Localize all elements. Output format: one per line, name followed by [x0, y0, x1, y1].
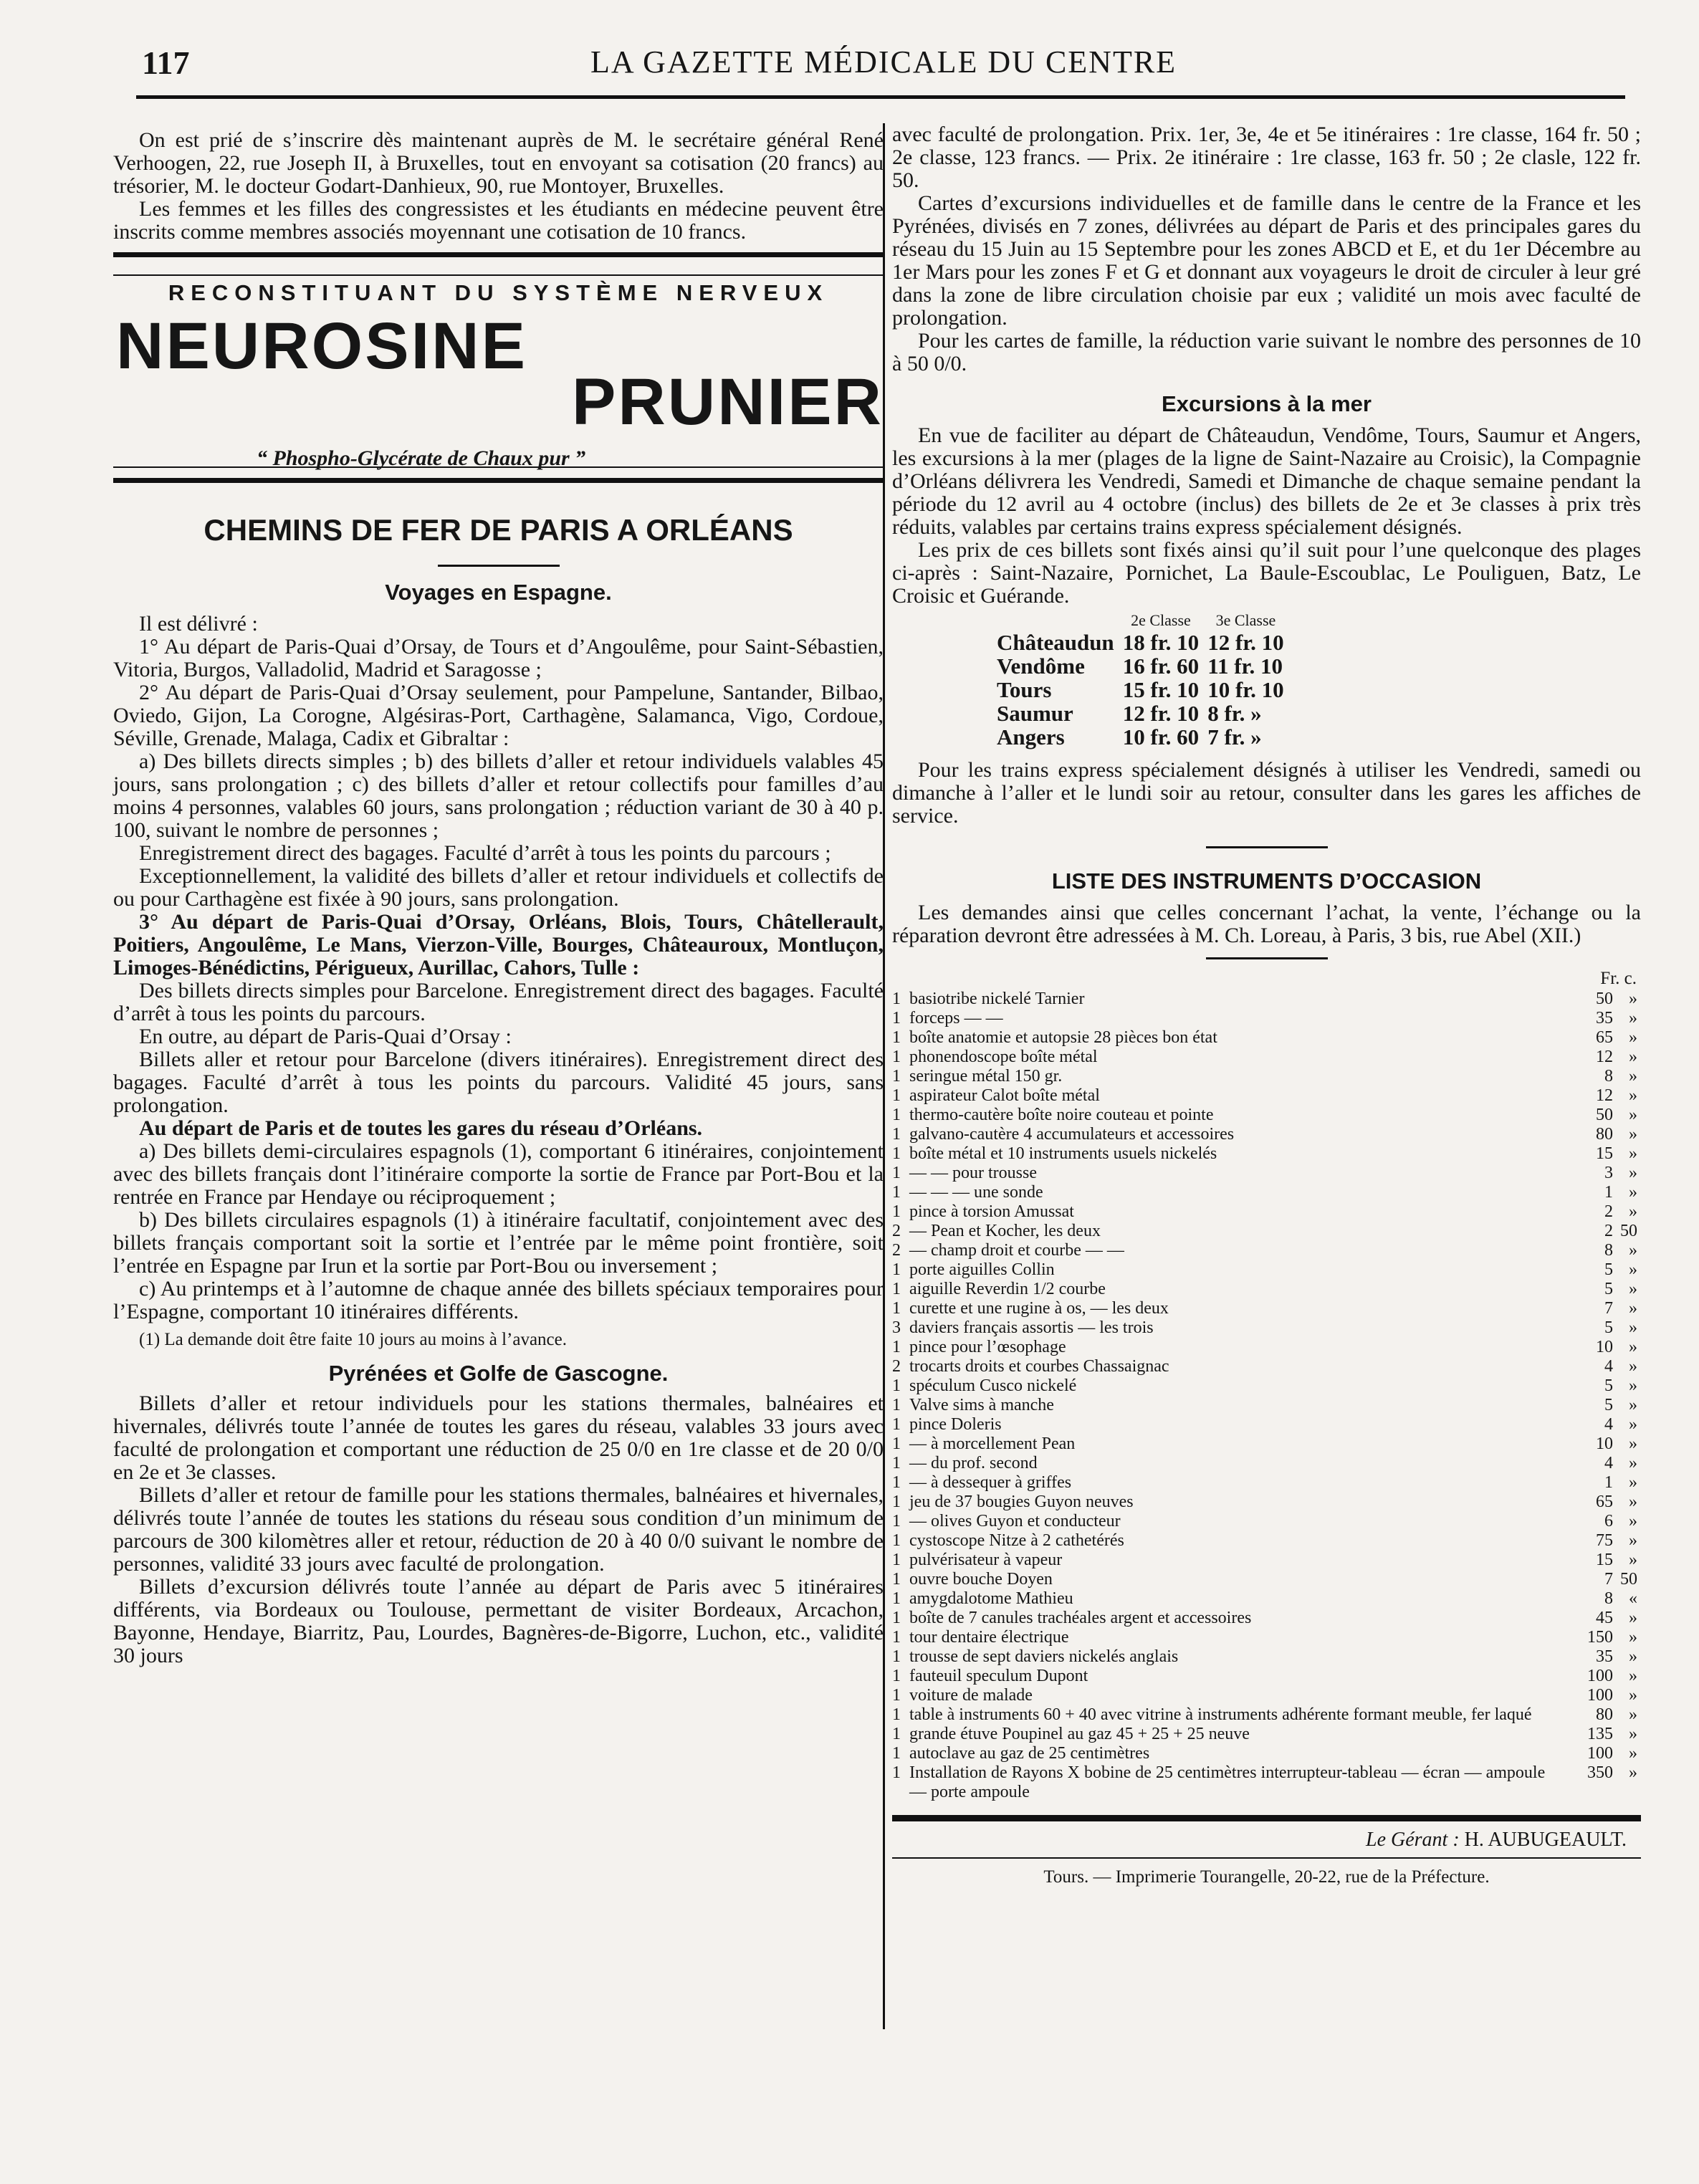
instrument-cents: »: [1629, 1144, 1637, 1163]
instrument-cents: »: [1629, 1357, 1637, 1376]
sea-rule: [1206, 846, 1328, 848]
instrument-qty: 1: [892, 1628, 901, 1647]
instrument-qty: 1: [892, 1125, 901, 1144]
rail-title: CHEMINS DE FER DE PARIS A ORLÉANS: [204, 513, 793, 547]
spain-p13: b) Des billets circulaires espagnols (1) à itinéraire facultatif, conjointement avec des billets français comportant soit la sortie et l’entrée par le même point frontière, soit l’entrée en Espagne par Irun et la sortie par Port-Bou ou inversement ;: [113, 1208, 884, 1278]
instrument-row: [892, 1609, 1637, 1628]
instrument-list-title: LISTE DES INSTRUMENTS D’OCCASION: [1051, 868, 1482, 894]
instrument-row: [892, 1531, 1637, 1551]
instrument-qty: 1: [892, 1473, 901, 1492]
left-column: [113, 123, 884, 1667]
instrument-row: [892, 1125, 1637, 1144]
instrument-row: [892, 1376, 1637, 1396]
instrument-qty: 1: [892, 1009, 901, 1028]
instrument-row: [892, 1415, 1637, 1435]
instrument-qty: 1: [892, 1493, 901, 1511]
gerant-label: Le Gérant :: [1366, 1829, 1460, 1851]
instrument-qty: 1: [892, 1570, 901, 1589]
fare-2nd: 15 fr. 10: [1122, 677, 1200, 702]
instrument-desc: — du prof. second: [909, 1454, 1038, 1472]
instrument-qty: 3: [892, 1318, 901, 1337]
congress-paragraph-1: On est prié de s’inscrire dès maintenant auprès de M. le secrétaire général René Verhoogen, 22, rue Joseph II, à Bruxelles, tout en envoyant sa cotisation (20 francs) au trésorier, M. le docteur Godart-Danhieux, 90, rue Montoyer, Bruxelles.: [113, 128, 884, 198]
ad-top-rule: [113, 252, 884, 257]
instrument-cents: »: [1629, 1106, 1637, 1124]
instrument-cents: »: [1629, 1531, 1637, 1550]
instrument-row: [892, 1086, 1637, 1106]
instrument-desc: — champ droit et courbe — —: [909, 1241, 1124, 1260]
spain-p11: Au départ de Paris et de toutes les gares du réseau d’Orléans.: [139, 1116, 703, 1140]
instrument-row: [892, 1241, 1637, 1260]
instrument-cents: »: [1629, 1009, 1637, 1028]
instrument-cents: »: [1629, 1551, 1637, 1569]
instrument-desc: boîte métal et 10 instruments usuels nickelés: [909, 1144, 1217, 1163]
instrument-cents: »: [1629, 1260, 1637, 1279]
instrument-francs: 3: [1604, 1164, 1613, 1182]
sea-p1: En vue de faciliter au départ de Châteaudun, Vendôme, Tours, Saumur et Angers, les excursions à la mer (plages de la ligne de Saint-Nazaire au Croisic), la Compagnie d’Orléans délivrera les Vendredi, Samedi et Dimanche de chaque semaine pendant la période du 12 avril au 4 octobre (inclus) des billets de 2e et 3e classes à prix très réduits, valables par certains trains express spécialement désignés.: [892, 423, 1641, 539]
instrument-cents: »: [1629, 1125, 1637, 1144]
instrument-cents: »: [1629, 1028, 1637, 1047]
price-column-header: Fr. c.: [1600, 969, 1637, 988]
page-number: 117: [142, 44, 190, 81]
instrument-francs: 10: [1596, 1338, 1613, 1356]
instrument-francs: 45: [1596, 1609, 1613, 1627]
instrument-francs: 8: [1604, 1067, 1613, 1086]
spain-p6: Exceptionnellement, la validité des billets d’aller et retour individuels et collectifs de ou pour Carthagène est fixée à 90 jours, sans prolongation.: [113, 864, 884, 911]
instrument-qty: 1: [892, 1280, 901, 1298]
instrument-qty: 1: [892, 1338, 901, 1356]
instrument-desc: daviers français assortis — les trois: [909, 1318, 1154, 1337]
instrument-cents: »: [1629, 1299, 1637, 1318]
instrument-desc: aspirateur Calot boîte métal: [909, 1086, 1100, 1105]
instrument-cents: »: [1629, 1338, 1637, 1356]
spain-p2: 1° Au départ de Paris-Quai d’Orsay, de Tours et d’Angoulême, pour Saint-Sébastien, Vitoria, Burgos, Valladolid, Madrid et Saragosse ;: [113, 635, 884, 681]
right-column: [892, 123, 1641, 1887]
printer-rule: [892, 1857, 1641, 1859]
neurosine-advert: [113, 280, 884, 495]
instrument-qty: 1: [892, 1164, 901, 1182]
page-header: [142, 39, 1625, 104]
instrument-qty: 1: [892, 1551, 901, 1569]
fare-2nd: 10 fr. 60: [1122, 724, 1200, 749]
instrument-francs: 65: [1596, 1028, 1613, 1047]
fare-header-3rd: 3e Classe: [1215, 611, 1276, 629]
instrument-row: [892, 1396, 1637, 1415]
instrument-cents: »: [1629, 1744, 1637, 1763]
instrument-cents: »: [1629, 1183, 1637, 1202]
instrument-francs: 80: [1596, 1705, 1613, 1724]
instrument-cents: »: [1629, 1241, 1637, 1260]
instrument-row: [892, 1493, 1637, 1512]
instrument-qty: 1: [892, 1435, 901, 1453]
instrument-cents: »: [1629, 1415, 1637, 1434]
rail-continuation-3: Pour les cartes de famille, la réduction varie suivant le nombre des personnes de 10 à 50 0/0.: [892, 329, 1641, 375]
pyrenees-p3: Billets d’excursion délivrés toute l’année au départ de Paris avec 5 itinéraires différents, via Bordeaux ou Toulouse, permettant de visiter Bordeaux, Arcachon, Bayonne, Hendaye, Biarritz, Pau, Lourdes, Bagnères-de-Bigorre, Luchon, etc., validité 30 jours: [113, 1575, 884, 1667]
instrument-row: [892, 1628, 1637, 1647]
spain-p12: a) Des billets demi-circulaires espagnols (1), comportant 6 itinéraires, conjointement avec des billets français dont l’itinéraire comporte la sortie de France par Port-Bou et la rentrée en France par Hendaye ou réciproquement ;: [113, 1139, 884, 1209]
printer-line: Tours. — Imprimerie Tourangelle, 20-22, rue de la Préfecture.: [1043, 1867, 1490, 1887]
instrument-cents: »: [1629, 1164, 1637, 1182]
instrument-row: [892, 1318, 1637, 1338]
instrument-cents: »: [1629, 1647, 1637, 1666]
instrument-desc: pince pour l’œsophage: [909, 1338, 1066, 1356]
instrument-francs: 8: [1604, 1589, 1613, 1608]
instrument-qty: 1: [892, 1048, 901, 1066]
instrument-cents: »: [1629, 1202, 1637, 1221]
instrument-cents: «: [1629, 1589, 1637, 1608]
instrument-cents: 50: [1620, 1570, 1637, 1589]
instrument-qty: 1: [892, 1454, 901, 1472]
instrument-row: [892, 1144, 1637, 1164]
instrument-row: [892, 1106, 1637, 1125]
instrument-desc: pince Doleris: [909, 1415, 1002, 1434]
fare-row: [992, 678, 1288, 701]
spain-p9: En outre, au départ de Paris-Quai d’Orsay :: [139, 1025, 512, 1048]
instrument-desc: — à morcellement Pean: [909, 1435, 1076, 1453]
rail-continuation-1: avec faculté de prolongation. Prix. 1er, 3e, 4e et 5e itinéraires : 1re classe, 164 fr. 50 ; 2e classe, 123 francs. — Prix. 2e itinéraire : 1re classe, 163 fr. 50 ; 2e clasle, 122 fr. 50.: [892, 123, 1641, 192]
instrument-cents: »: [1629, 1725, 1637, 1743]
fare-3rd: 11 fr. 10: [1207, 653, 1283, 679]
instrument-francs: 4: [1604, 1357, 1613, 1376]
instrument-qty: 1: [892, 1647, 901, 1666]
ad-product-name: NEUROSINE: [116, 310, 527, 383]
instrument-francs: 100: [1587, 1667, 1613, 1685]
rail-continuation-2: Cartes d’excursions individuelles et de famille dans le centre de la France et les Pyrénées, divisés en 7 zones, délivrées au départ de Paris et des principales gares du réseau du 15 Juin au 15 Septembre pour les zones ABCD et E, et du 1er Décembre au 1er Mars pour les zones F et G et donnant aux voyageurs le droit de circuler à leur gré dans la zone de libre circulation choisie par eux ; validité un mois avec faculté de prolongation.: [892, 191, 1641, 330]
journal-title: LA GAZETTE MÉDICALE DU CENTRE: [590, 44, 1177, 80]
header-rule: [136, 95, 1625, 99]
instrument-desc: basiotribe nickelé Tarnier: [909, 990, 1085, 1008]
instrument-desc: curette et une rugine à os, — les deux: [909, 1299, 1169, 1318]
instrument-row: [892, 1686, 1637, 1705]
instrument-desc: pince à torsion Amussat: [909, 1202, 1074, 1221]
instrument-desc: — olives Guyon et conducteur: [909, 1512, 1121, 1531]
fare-city: Saumur: [997, 701, 1073, 726]
instrument-desc: fauteuil speculum Dupont: [909, 1667, 1088, 1685]
instrument-cents: »: [1629, 1763, 1637, 1782]
instrument-francs: 10: [1596, 1435, 1613, 1453]
instrument-francs: 8: [1604, 1241, 1613, 1260]
instrument-cents: »: [1629, 1454, 1637, 1472]
instrument-qty: 1: [892, 1763, 901, 1782]
instrument-desc: galvano-cautère 4 accumulateurs et accessoires: [909, 1125, 1235, 1144]
instrument-row: [892, 1589, 1637, 1609]
instrument-qty: 1: [892, 1512, 901, 1531]
fare-row: [992, 701, 1288, 725]
instrument-francs: 4: [1604, 1415, 1613, 1434]
instrument-desc: — — pour trousse: [909, 1164, 1037, 1182]
instrument-cents: »: [1629, 1280, 1637, 1298]
instrument-desc: cystoscope Nitze à 2 cathetérés: [909, 1531, 1124, 1550]
spain-p14: c) Au printemps et à l’automne de chaque année des billets spéciaux temporaires pour l’Espagne, comportant 10 itinéraires différents.: [113, 1277, 884, 1323]
fare-2nd: 16 fr. 60: [1122, 653, 1200, 679]
instrument-francs: 5: [1604, 1280, 1613, 1298]
ad-tagline: “ Phospho-Glycérate de Chaux pur ”: [257, 446, 586, 470]
instrument-francs: 12: [1596, 1086, 1613, 1105]
instrument-row: [892, 1435, 1637, 1454]
instrument-cents: »: [1629, 1048, 1637, 1066]
instrument-row: [892, 1280, 1637, 1299]
gerant-top-rule: [892, 1815, 1641, 1821]
instrument-francs: 135: [1587, 1725, 1613, 1743]
instrument-row: [892, 1667, 1637, 1686]
instrument-qty: 1: [892, 1589, 901, 1608]
instrument-desc: — Pean et Kocher, les deux: [909, 1222, 1101, 1240]
instrument-row: [892, 1260, 1637, 1280]
instrument-qty: 1: [892, 1531, 901, 1550]
gerant-name: H. AUBUGEAULT.: [1464, 1829, 1627, 1851]
instrument-desc: trousse de sept daviers nickelés anglais: [909, 1647, 1179, 1666]
instrument-qty: 1: [892, 1183, 901, 1202]
instrument-francs: 1: [1604, 1473, 1613, 1492]
instrument-desc: aiguille Reverdin 1/2 courbe: [909, 1280, 1106, 1298]
instrument-francs: 50: [1596, 990, 1613, 1008]
instrument-cents: »: [1629, 1628, 1637, 1647]
instrument-row: [892, 1299, 1637, 1318]
instrument-desc: ouvre bouche Doyen: [909, 1570, 1053, 1589]
instrument-desc: Valve sims à manche: [909, 1396, 1054, 1414]
instrument-row: [892, 1705, 1637, 1725]
instrument-qty: 1: [892, 1260, 901, 1279]
intro-rule: [1206, 957, 1328, 959]
ad-headline: RECONSTITUANT DU SYSTÈME NERVEUX: [168, 280, 829, 305]
instrument-row: [892, 1067, 1637, 1086]
instrument-row: [892, 1454, 1637, 1473]
instrument-desc: spéculum Cusco nickelé: [909, 1376, 1077, 1395]
instrument-francs: 100: [1587, 1744, 1613, 1763]
instrument-row: [892, 1202, 1637, 1222]
instrument-francs: 80: [1596, 1125, 1613, 1144]
instrument-row: [892, 1183, 1637, 1202]
instrument-desc: boîte de 7 canules trachéales argent et accessoires: [909, 1609, 1252, 1627]
instrument-desc: voiture de malade: [909, 1686, 1033, 1705]
instrument-qty: 1: [892, 1086, 901, 1105]
spain-p7: 3° Au départ de Paris-Quai d’Orsay, Orléans, Blois, Tours, Châtellerault, Poitiers, Angoulême, Le Mans, Vierzon-Ville, Bourges, Châteauroux, Montluçon, Limoges-Bénédictins, Périgueux, Aurillac, Cahors, Tulle :: [113, 910, 884, 980]
instrument-francs: 350: [1587, 1763, 1613, 1782]
spain-footnote: (1) La demande doit être faite 10 jours au moins à l’avance.: [139, 1330, 567, 1349]
instrument-qty: 1: [892, 1686, 901, 1705]
fare-city: Angers: [997, 724, 1065, 749]
instrument-row: [892, 1763, 1637, 1802]
instrument-row: [892, 1164, 1637, 1183]
fare-city: Vendôme: [997, 653, 1085, 679]
instrument-qty: 1: [892, 1067, 901, 1086]
instrument-cents: »: [1629, 1067, 1637, 1086]
instrument-cents: »: [1629, 1493, 1637, 1511]
instrument-cents: »: [1629, 1435, 1637, 1453]
instrument-qty: 1: [892, 1028, 901, 1047]
instrument-francs: 12: [1596, 1048, 1613, 1066]
instrument-desc: table à instruments 60 + 40 avec vitrine à instruments adhérente formant meuble, fer laqué: [909, 1705, 1532, 1724]
instrument-desc: — — — une sonde: [909, 1183, 1043, 1202]
instrument-row: [892, 1028, 1637, 1048]
instrument-desc: amygdalotome Mathieu: [909, 1589, 1073, 1608]
fare-3rd: 8 fr. »: [1207, 701, 1262, 726]
instrument-francs: 5: [1604, 1376, 1613, 1395]
instrument-qty: 1: [892, 1106, 901, 1124]
instrument-desc: Installation de Rayons X bobine de 25 centimètres interrupteur-tableau — écran — ampoule — porte ampoule: [909, 1763, 1546, 1801]
pyrenees-p2: Billets d’aller et retour de famille pour les stations thermales, balnéaires et hivernales, délivrés toute l’année de toutes les stations du réseau sous condition d’un minimum de parcours de 300 kilomètres aller et retour, réduction de 20 à 40 0/0 suivant le nombre de personnes, validité 33 jours avec faculté de prolongation.: [113, 1483, 884, 1576]
sea-after: Pour les trains express spécialement désignés à utiliser les Vendredi, samedi ou dimanche à l’aller et le lundi soir au retour, consulter dans les gares les affiches de service.: [892, 758, 1641, 828]
ad-top-thin-rule: [113, 274, 884, 276]
instrument-cents: »: [1629, 1705, 1637, 1724]
instrument-desc: seringue métal 150 gr.: [909, 1067, 1063, 1086]
instrument-list-intro: Les demandes ainsi que celles concernant l’achat, la vente, l’échange ou la réparation devront être adressées à M. Ch. Loreau, à Paris, 3 bis, rue Abel (XII.): [892, 901, 1641, 947]
instrument-francs: 2: [1604, 1202, 1613, 1221]
instrument-qty: 1: [892, 1415, 901, 1434]
instrument-row: [892, 1551, 1637, 1570]
rail-title-rule: [438, 565, 560, 567]
instrument-francs: 2: [1604, 1222, 1613, 1240]
instrument-row: [892, 1338, 1637, 1357]
instrument-francs: 100: [1587, 1686, 1613, 1705]
instrument-desc: phonendoscope boîte métal: [909, 1048, 1098, 1066]
instrument-cents: »: [1629, 1473, 1637, 1492]
instrument-desc: jeu de 37 bougies Guyon neuves: [909, 1493, 1134, 1511]
instrument-desc: — à dessequer à griffes: [909, 1473, 1072, 1492]
spain-p8: Des billets directs simples pour Barcelone. Enregistrement direct des bagages. Faculté d’arrêt à tous les points du parcours.: [113, 979, 884, 1025]
instrument-qty: 2: [892, 1241, 901, 1260]
instrument-cents: »: [1629, 1376, 1637, 1395]
instrument-qty: 1: [892, 1725, 901, 1743]
instrument-row: [892, 1647, 1637, 1667]
instrument-row: [892, 1725, 1637, 1744]
instrument-cents: »: [1629, 1686, 1637, 1705]
instrument-cents: »: [1629, 1667, 1637, 1685]
instrument-francs: 50: [1596, 1106, 1613, 1124]
fare-city: Tours: [997, 677, 1052, 702]
instrument-francs: 4: [1604, 1454, 1613, 1472]
fare-2nd: 18 fr. 10: [1122, 630, 1200, 655]
instrument-francs: 7: [1604, 1299, 1613, 1318]
instrument-francs: 75: [1596, 1531, 1613, 1550]
instrument-row: [892, 1570, 1637, 1589]
fare-2nd: 12 fr. 10: [1122, 701, 1200, 726]
pyrenees-title: Pyrénées et Golfe de Gascogne.: [328, 1361, 669, 1386]
instrument-cents: »: [1629, 1609, 1637, 1627]
instrument-francs: 7: [1604, 1570, 1613, 1589]
pyrenees-p1: Billets d’aller et retour individuels pour les stations thermales, balnéaires et hivernales, délivrés toute l’année de toutes les gares du réseau, valables 33 jours avec faculté de prolongation et comportant une réduction de 25 0/0 en 1re classe et de 20 0/0 en 2e et 3e classes.: [113, 1392, 884, 1484]
spain-p4: a) Des billets directs simples ; b) des billets d’aller et retour individuels valables 45 jours, sans prolongation ; c) des billets d’aller et retour collectifs pour familles d’au moins 4 personnes, valables 60 jours, sans prolongation ; réduction variant de 30 à 40 p. 100, suivant le nombre de personnes ;: [113, 749, 884, 842]
spain-p5: Enregistrement direct des bagages. Faculté d’arrêt à tous les points du parcours ;: [139, 841, 831, 865]
fare-3rd: 10 fr. 10: [1207, 677, 1284, 702]
instrument-row: [892, 1473, 1637, 1493]
spain-p10: Billets aller et retour pour Barcelone (divers itinéraires). Enregistrement direct des bagages. Faculté d’arrêt à tous les points du parcours. Validité 45 jours, sans prolongation.: [113, 1048, 884, 1117]
instrument-desc: pulvérisateur à vapeur: [909, 1551, 1063, 1569]
spain-title: Voyages en Espagne.: [385, 580, 612, 605]
instrument-qty: 1: [892, 1744, 901, 1763]
instrument-francs: 35: [1596, 1009, 1613, 1028]
instrument-qty: 1: [892, 1609, 901, 1627]
instrument-desc: grande étuve Poupinel au gaz 45 + 25 + 25 neuve: [909, 1725, 1250, 1743]
instrument-cents: »: [1629, 1086, 1637, 1105]
instrument-table: [892, 990, 1637, 1802]
instrument-qty: 1: [892, 1202, 901, 1221]
instrument-cents: 50: [1620, 1222, 1637, 1240]
instrument-francs: 5: [1604, 1396, 1613, 1414]
sea-p2: Les prix de ces billets sont fixés ainsi qu’il suit pour l’une quelconque des plages ci-après : Saint-Nazaire, Pornichet, La Baule-Escoublac, Le Pouliguen, Batz, Le Croisic et Guérande.: [892, 538, 1641, 608]
fare-row: [992, 631, 1288, 654]
sea-fare-table: [992, 610, 1288, 749]
instrument-desc: tour dentaire électrique: [909, 1628, 1069, 1647]
fare-row: [992, 725, 1288, 749]
instrument-francs: 15: [1596, 1551, 1613, 1569]
spain-p1: Il est délivré :: [139, 612, 258, 636]
instrument-qty: 1: [892, 1705, 901, 1724]
instrument-row: [892, 1357, 1637, 1376]
instrument-qty: 1: [892, 990, 901, 1008]
congress-paragraph-2: Les femmes et les filles des congressistes et les étudiants en médecine peuvent être inscrits comme membres associés moyennant une cotisation de 10 francs.: [113, 197, 884, 244]
instrument-row: [892, 1048, 1637, 1067]
instrument-qty: 1: [892, 1667, 901, 1685]
fare-3rd: 12 fr. 10: [1207, 630, 1284, 655]
instrument-francs: 150: [1587, 1628, 1613, 1647]
instrument-cents: »: [1629, 1318, 1637, 1337]
gerant-line: [892, 1829, 1641, 1852]
sea-title: Excursions à la mer: [1162, 391, 1372, 416]
instrument-row: [892, 1009, 1637, 1028]
instrument-francs: 1: [1604, 1183, 1613, 1202]
instrument-row: [892, 1222, 1637, 1241]
instrument-qty: 1: [892, 1144, 901, 1163]
instrument-row: [892, 1744, 1637, 1763]
instrument-cents: »: [1629, 1396, 1637, 1414]
instrument-desc: boîte anatomie et autopsie 28 pièces bon état: [909, 1028, 1217, 1047]
ad-maker-name: PRUNIER: [571, 365, 884, 439]
instrument-francs: 5: [1604, 1318, 1613, 1337]
fare-header-2nd: 2e Classe: [1131, 611, 1191, 629]
instrument-desc: thermo-cautère boîte noire couteau et pointe: [909, 1106, 1214, 1124]
instrument-francs: 35: [1596, 1647, 1613, 1666]
instrument-francs: 15: [1596, 1144, 1613, 1163]
fare-row: [992, 654, 1288, 678]
instrument-francs: 6: [1604, 1512, 1613, 1531]
instrument-qty: 1: [892, 1376, 901, 1395]
instrument-desc: autoclave au gaz de 25 centimètres: [909, 1744, 1150, 1763]
instrument-francs: 5: [1604, 1260, 1613, 1279]
fare-3rd: 7 fr. »: [1207, 724, 1262, 749]
instrument-cents: »: [1629, 1512, 1637, 1531]
instrument-qty: 2: [892, 1222, 901, 1240]
instrument-row: [892, 1512, 1637, 1531]
instrument-desc: forceps — —: [909, 1009, 1003, 1028]
instrument-desc: porte aiguilles Collin: [909, 1260, 1055, 1279]
instrument-qty: 1: [892, 1299, 901, 1318]
instrument-francs: 65: [1596, 1493, 1613, 1511]
instrument-qty: 2: [892, 1357, 901, 1376]
spain-p3: 2° Au départ de Paris-Quai d’Orsay seulement, pour Pampelune, Santander, Bilbao, Oviedo, Gijon, La Corogne, Algésiras-Port, Carthagène, Salamanca, Vigo, Cordoue, Séville, Grenade, Malaga, Cadix et Gibraltar :: [113, 681, 884, 750]
instrument-row: [892, 990, 1637, 1009]
instrument-qty: 1: [892, 1396, 901, 1414]
instrument-cents: »: [1629, 990, 1637, 1008]
instrument-desc: trocarts droits et courbes Chassaignac: [909, 1357, 1169, 1376]
fare-city: Châteaudun: [997, 630, 1114, 655]
